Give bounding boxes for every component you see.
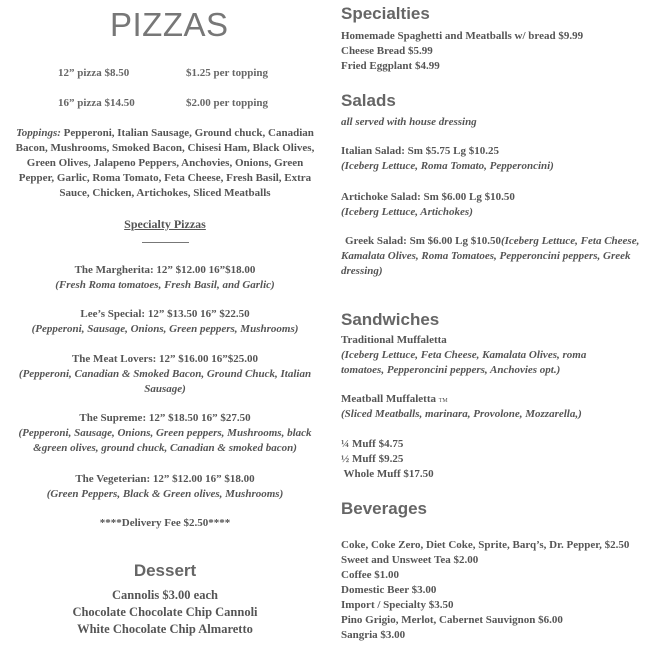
- specialty-pizza-name: Lee’s Special: 12” $13.50 16” $22.50: [80, 308, 250, 320]
- sandwich-name: Traditional Muffaletta: [341, 334, 447, 346]
- beverage-item: Coffee $1.00: [341, 569, 400, 581]
- sandwich-desc: (Iceberg Lettuce, Feta Cheese, Kamalata Olives, roma tomatoes, Pepperoncini peppers, Anchovies opt.): [341, 349, 587, 376]
- divider: [142, 242, 189, 243]
- toppings-list: [8, 126, 322, 201]
- topping-price-12: $1.25 per topping: [186, 67, 269, 79]
- specialty-pizza-desc: (Green Peppers, Black & Green olives, Mushrooms): [46, 488, 284, 500]
- specialty-pizza-desc: (Pepperoni, Sausage, Onions, Green peppers, Mushrooms): [31, 323, 299, 335]
- pizzas-title: PIZZAS: [110, 6, 229, 43]
- muff-price: ½ Muff $9.25: [341, 453, 404, 465]
- price-12: 12” pizza $8.50: [58, 67, 130, 79]
- price-16: 16” pizza $14.50: [58, 97, 135, 109]
- beverage-item: Import / Specialty $3.50: [341, 599, 454, 611]
- specialty-pizza-desc: (Fresh Roma tomatoes, Fresh Basil, and Garlic): [55, 279, 275, 291]
- beverage-item: Pino Grigio, Merlot, Cabernet Sauvignon $6.00: [341, 614, 563, 626]
- muff-price: ¼ Muff $4.75: [341, 438, 404, 450]
- salads-note: all served with house dressing: [341, 116, 477, 128]
- trademark: TM: [438, 398, 448, 404]
- specialty-pizza-desc: (Pepperoni, Sausage, Onions, Green peppers, Mushrooms, black &green olives, ground chuck, Canadian & smoked bacon): [18, 427, 312, 454]
- salad-desc: (Iceberg Lettuce, Artichokes): [341, 206, 473, 218]
- sandwich-desc: (Sliced Meatballs, marinara, Provolone, Mozzarella,): [341, 408, 582, 420]
- greek-salad: [341, 234, 641, 279]
- specialty-item: Cheese Bread $5.99: [341, 45, 433, 57]
- specialty-item: Homemade Spaghetti and Meatballs w/ bread $9.99: [341, 30, 584, 42]
- toppings-label: Toppings:: [16, 127, 61, 139]
- beverage-item: Sweet and Unsweet Tea $2.00: [341, 554, 479, 566]
- specialty-pizzas-title: Specialty Pizzas: [124, 217, 206, 231]
- delivery-fee: ****Delivery Fee $2.50****: [99, 517, 231, 529]
- dessert-item: Chocolate Chocolate Chip Cannoli: [72, 605, 258, 619]
- toppings-text: Pepperoni, Italian Sausage, Ground chuck, Canadian Bacon, Mushrooms, Smoked Bacon, Chisesi Ham, Black Olives, Green Olives, Jalapeno Peppers, Anchovies, Onions, Green Pepper, Garlic, Roma Tomato, Feta Cheese, Fresh Basil, Extra Sauce, Chicken, Artichokes, Sliced Meatballs: [15, 127, 315, 199]
- topping-price-16: $2.00 per topping: [186, 97, 269, 109]
- specialty-pizza-name: The Margherita: 12” $12.00 16”$18.00: [74, 264, 256, 276]
- specialty-item: Fried Eggplant $4.99: [341, 60, 440, 72]
- specialty-pizza-name: The Meat Lovers: 12” $16.00 16”$25.00: [71, 353, 259, 365]
- sandwiches-title: Sandwiches: [341, 310, 440, 329]
- specialty-pizza-name: The Supreme: 12” $18.50 16” $27.50: [79, 412, 251, 424]
- salad-name: Greek Salad: Sm $6.00 Lg $10.50: [345, 235, 501, 247]
- salad-desc: (Iceberg Lettuce, Feta Cheese, Kamalata Olives, Roma Tomatoes, Pepperoncini peppers, Greek dressing): [341, 235, 640, 277]
- dessert-item: White Chocolate Chip Almaretto: [77, 622, 253, 636]
- muff-price: Whole Muff $17.50: [341, 468, 434, 480]
- salad-name: Artichoke Salad: Sm $6.00 Lg $10.50: [341, 191, 515, 203]
- beverages-title: Beverages: [341, 499, 428, 518]
- specialties-title: Specialties: [341, 4, 430, 23]
- specialty-pizza-desc: (Pepperoni, Canadian & Smoked Bacon, Ground Chuck, Italian Sausage): [18, 368, 312, 395]
- salad-name: Italian Salad: Sm $5.75 Lg $10.25: [341, 145, 499, 157]
- specialty-pizza-name: The Vegeterian: 12” $12.00 16” $18.00: [75, 473, 255, 485]
- sandwich-name: Meatball Muffaletta: [341, 393, 436, 405]
- beverage-item: Sangria $3.00: [341, 629, 406, 641]
- salads-title: Salads: [341, 91, 396, 110]
- salad-desc: (Iceberg Lettuce, Roma Tomato, Pepperoncini): [341, 160, 554, 172]
- beverage-item: Coke, Coke Zero, Diet Coke, Sprite, Barq’s, Dr. Pepper, $2.50: [341, 539, 630, 551]
- beverage-item: Domestic Beer $3.00: [341, 584, 437, 596]
- dessert-title: Dessert: [133, 561, 197, 580]
- dessert-item: Cannolis $3.00 each: [112, 588, 218, 602]
